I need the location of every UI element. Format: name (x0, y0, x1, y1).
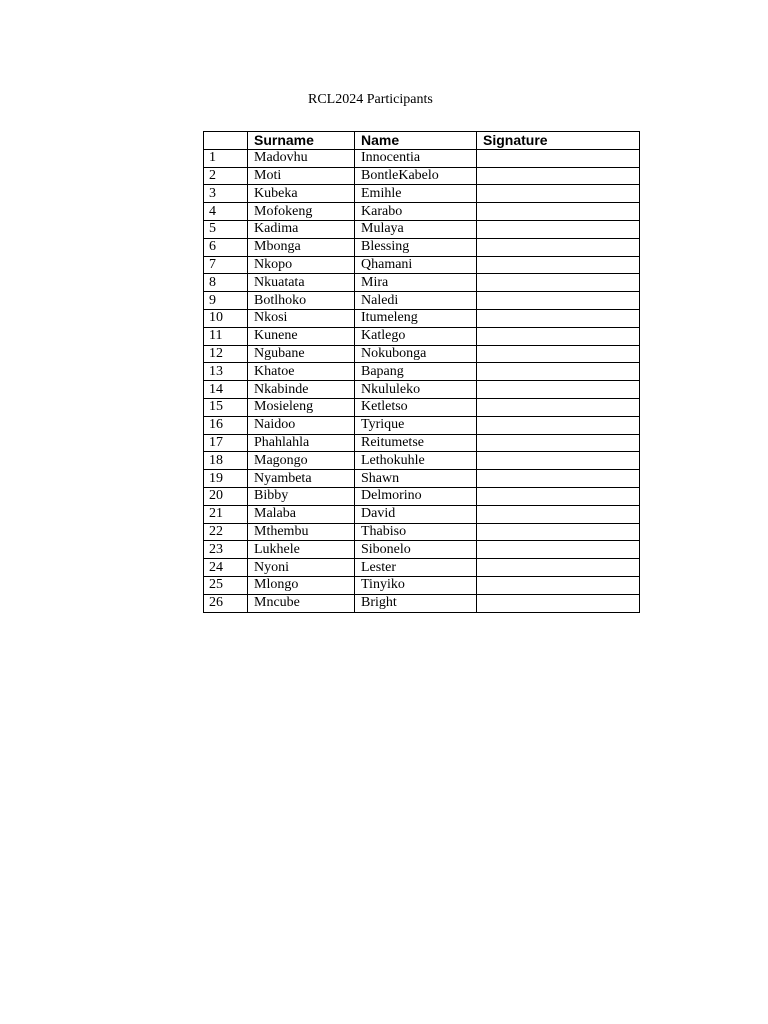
name-cell: Katlego (355, 327, 477, 345)
row-number-cell: 14 (204, 381, 248, 399)
row-number-cell: 9 (204, 292, 248, 310)
row-number-cell: 23 (204, 541, 248, 559)
signature-cell (477, 363, 640, 381)
participants-table (203, 131, 640, 613)
table-row (204, 256, 640, 274)
table-row (204, 167, 640, 185)
surname-cell: Mthembu (248, 523, 355, 541)
name-cell: Qhamani (355, 256, 477, 274)
name-cell: Nkululeko (355, 381, 477, 399)
signature-cell (477, 345, 640, 363)
name-cell: Lester (355, 559, 477, 577)
signature-cell (477, 274, 640, 292)
name-cell: Reitumetse (355, 434, 477, 452)
name-cell: Tyrique (355, 416, 477, 434)
surname-cell: Mbonga (248, 238, 355, 256)
row-number-cell: 6 (204, 238, 248, 256)
surname-cell: Magongo (248, 452, 355, 470)
signature-cell (477, 220, 640, 238)
table-row (204, 487, 640, 505)
name-cell: Karabo (355, 203, 477, 221)
signature-cell (477, 256, 640, 274)
name-cell: Nokubonga (355, 345, 477, 363)
table-body (204, 149, 640, 612)
signature-cell (477, 452, 640, 470)
surname-cell: Kubeka (248, 185, 355, 203)
name-cell: Ketletso (355, 398, 477, 416)
row-number-cell: 1 (204, 149, 248, 167)
row-number-cell: 8 (204, 274, 248, 292)
row-number-cell: 21 (204, 505, 248, 523)
surname-cell: Mofokeng (248, 203, 355, 221)
signature-cell (477, 576, 640, 594)
table-row (204, 416, 640, 434)
surname-cell: Nkuatata (248, 274, 355, 292)
row-number-cell: 2 (204, 167, 248, 185)
signature-cell (477, 416, 640, 434)
signature-cell (477, 398, 640, 416)
signature-cell (477, 505, 640, 523)
signature-cell (477, 381, 640, 399)
table-row (204, 327, 640, 345)
signature-cell (477, 149, 640, 167)
name-cell: Blessing (355, 238, 477, 256)
table-row (204, 363, 640, 381)
row-number-cell: 25 (204, 576, 248, 594)
table-row (204, 398, 640, 416)
table-row (204, 292, 640, 310)
signature-cell (477, 238, 640, 256)
header-number (204, 132, 248, 150)
table-row (204, 523, 640, 541)
table-row (204, 505, 640, 523)
table-row (204, 541, 640, 559)
surname-cell: Bibby (248, 487, 355, 505)
surname-cell: Nkabinde (248, 381, 355, 399)
signature-cell (477, 292, 640, 310)
signature-cell (477, 523, 640, 541)
name-cell: Innocentia (355, 149, 477, 167)
name-cell: Sibonelo (355, 541, 477, 559)
surname-cell: Ngubane (248, 345, 355, 363)
signature-cell (477, 434, 640, 452)
row-number-cell: 13 (204, 363, 248, 381)
surname-cell: Lukhele (248, 541, 355, 559)
surname-cell: Naidoo (248, 416, 355, 434)
table-row (204, 470, 640, 488)
surname-cell: Nyambeta (248, 470, 355, 488)
signature-cell (477, 203, 640, 221)
name-cell: BontleKabelo (355, 167, 477, 185)
row-number-cell: 3 (204, 185, 248, 203)
signature-cell (477, 167, 640, 185)
row-number-cell: 12 (204, 345, 248, 363)
surname-cell: Moti (248, 167, 355, 185)
row-number-cell: 22 (204, 523, 248, 541)
row-number-cell: 7 (204, 256, 248, 274)
name-cell: Mulaya (355, 220, 477, 238)
table-row (204, 185, 640, 203)
signature-cell (477, 309, 640, 327)
row-number-cell: 11 (204, 327, 248, 345)
row-number-cell: 18 (204, 452, 248, 470)
row-number-cell: 15 (204, 398, 248, 416)
name-cell: Emihle (355, 185, 477, 203)
table-row (204, 203, 640, 221)
row-number-cell: 24 (204, 559, 248, 577)
table-row (204, 238, 640, 256)
row-number-cell: 4 (204, 203, 248, 221)
name-cell: David (355, 505, 477, 523)
surname-cell: Malaba (248, 505, 355, 523)
table-header (204, 132, 640, 150)
table-row (204, 309, 640, 327)
surname-cell: Mncube (248, 594, 355, 612)
table-row (204, 149, 640, 167)
name-cell: Lethokuhle (355, 452, 477, 470)
name-cell: Delmorino (355, 487, 477, 505)
surname-cell: Nkosi (248, 309, 355, 327)
row-number-cell: 5 (204, 220, 248, 238)
signature-cell (477, 487, 640, 505)
table-row (204, 274, 640, 292)
surname-cell: Kunene (248, 327, 355, 345)
page-title: RCL2024 Participants (308, 92, 433, 107)
row-number-cell: 26 (204, 594, 248, 612)
name-cell: Thabiso (355, 523, 477, 541)
name-cell: Naledi (355, 292, 477, 310)
header-surname: Surname (248, 132, 355, 150)
row-number-cell: 16 (204, 416, 248, 434)
surname-cell: Phahlahla (248, 434, 355, 452)
name-cell: Bright (355, 594, 477, 612)
header-signature: Signature (477, 132, 640, 150)
surname-cell: Botlhoko (248, 292, 355, 310)
signature-cell (477, 470, 640, 488)
table-row (204, 559, 640, 577)
table-row (204, 434, 640, 452)
surname-cell: Mlongo (248, 576, 355, 594)
name-cell: Itumeleng (355, 309, 477, 327)
surname-cell: Nkopo (248, 256, 355, 274)
table-row (204, 576, 640, 594)
signature-cell (477, 594, 640, 612)
name-cell: Shawn (355, 470, 477, 488)
row-number-cell: 19 (204, 470, 248, 488)
table-row (204, 594, 640, 612)
surname-cell: Nyoni (248, 559, 355, 577)
surname-cell: Mosieleng (248, 398, 355, 416)
signature-cell (477, 541, 640, 559)
header-name: Name (355, 132, 477, 150)
row-number-cell: 17 (204, 434, 248, 452)
signature-cell (477, 327, 640, 345)
signature-cell (477, 185, 640, 203)
table-row (204, 452, 640, 470)
surname-cell: Madovhu (248, 149, 355, 167)
table-row (204, 345, 640, 363)
surname-cell: Khatoe (248, 363, 355, 381)
row-number-cell: 10 (204, 309, 248, 327)
row-number-cell: 20 (204, 487, 248, 505)
name-cell: Mira (355, 274, 477, 292)
name-cell: Tinyiko (355, 576, 477, 594)
table-row (204, 220, 640, 238)
signature-cell (477, 559, 640, 577)
table-row (204, 381, 640, 399)
surname-cell: Kadima (248, 220, 355, 238)
name-cell: Bapang (355, 363, 477, 381)
header-row (204, 132, 640, 150)
